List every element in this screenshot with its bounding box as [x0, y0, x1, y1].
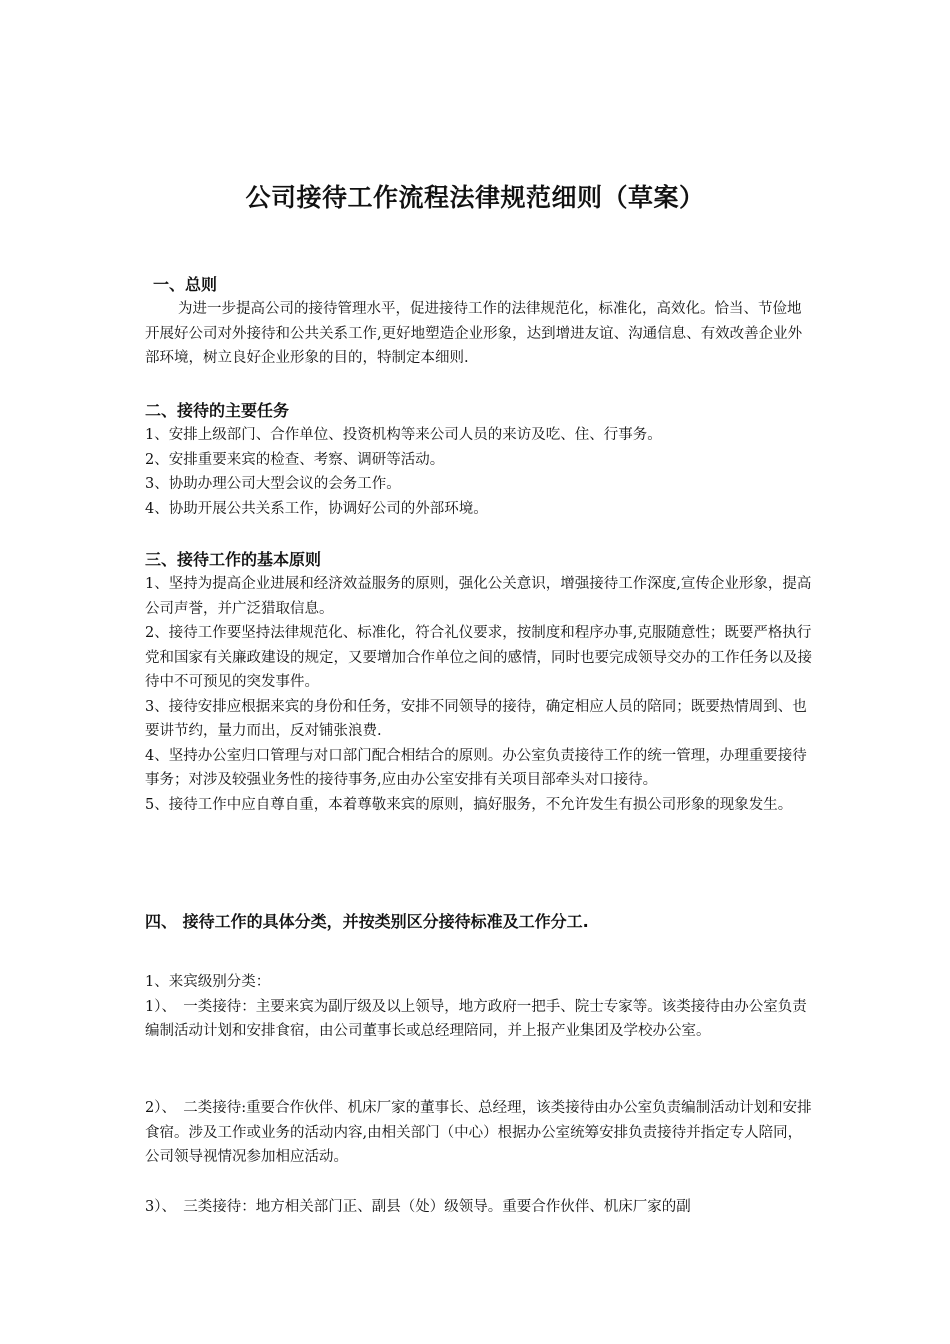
list-item: 3、接待安排应根据来宾的身份和任务，安排不同领导的接待，确定相应人员的陪同；既要热情周到、也要讲节约，量力而出，反对铺张浪费.: [145, 698, 807, 739]
list-item: 2、接待工作要坚持法律规范化、标准化，符合礼仪要求，按制度和程序办事,克服随意性；既要严格执行党和国家有关廉政建设的规定，又要增加合作单位之间的感情，同时也要完成领导交办的工作任务以及接待中不可预见的突发事件。: [145, 625, 812, 690]
classification-content: [145, 970, 815, 1044]
list-item: 5、接待工作中应自尊自重，本着尊敬来宾的原则，搞好服务，不允许发生有损公司形象的现象发生。: [145, 796, 793, 813]
list-item: 1、坚持为提高企业进展和经济效益服务的原则，强化公关意识，增强接待工作深度,宣传企业形象，提高公司声誉，并广泛猎取信息。: [145, 576, 812, 617]
classification-item-2: [145, 1096, 815, 1170]
section-heading: 一、总则: [153, 275, 218, 294]
section-heading: 二、接待的主要任务: [145, 401, 290, 420]
list-item: 4、坚持办公室归口管理与对口部门配合相结合的原则。办公室负责接待工作的统一管理，办理重要接待事务；对涉及较强业务性的接待事务,应由办公室安排有关项目部牵头对口接待。: [145, 747, 807, 788]
list-item: 3、协助办理公司大型会议的会务工作。: [145, 476, 401, 492]
classification-item-3: [145, 1195, 815, 1220]
section-heading: 三、接待工作的基本原则: [145, 550, 322, 569]
list-item: 2、安排重要来宾的检查、考察、调研等活动。: [145, 451, 445, 468]
subheading: 1、来宾级别分类：: [145, 974, 271, 990]
section-main-tasks: [145, 399, 815, 521]
list-item: 2）、 二类接待:重要合作伙伴、机床厂家的董事长、总经理，该类接待由办公室负责编制活动计划和安排食宿。涉及工作或业务的活动内容,由相关部门（中心）根据办公室统筹安排负责接待并指定专人陪同，公司领导视情况参加相应活动。: [145, 1100, 812, 1165]
list-item: 1）、 一类接待：主要来宾为副厅级及以上领导，地方政府一把手、院士专家等。该类接待由办公室负责编制活动计划和安排食宿，由公司董事长或总经理陪同，并上报产业集团及学校办公室。: [145, 998, 807, 1039]
list-item: 4、协助开展公共关系工作，协调好公司的外部环境。: [145, 500, 488, 517]
section-classification: [145, 910, 815, 934]
section-principles: [145, 548, 815, 817]
section-heading: 四、 接待工作的具体分类，并按类别区分接待标准及工作分工.: [145, 912, 589, 931]
list-item: 1、安排上级部门、合作单位、投资机构等来公司人员的来访及吃、住、行事务。: [145, 427, 662, 443]
section-paragraph: 为进一步提高公司的接待管理水平，促进接待工作的法律规范化，标准化，高效化。恰当、节俭地开展好公司对外接待和公共关系工作,更好地塑造企业形象，达到增进友谊、沟通信息、有效改善企业外部环境，树立良好企业形象的目的，特制定本细则.: [145, 301, 803, 366]
section-general: [145, 273, 815, 371]
document-title: 公司接待工作流程法律规范细则（草案）: [245, 183, 705, 212]
list-item: 3）、 三类接待：地方相关部门正、副县（处）级领导。重要合作伙伴、机床厂家的副: [145, 1199, 691, 1215]
